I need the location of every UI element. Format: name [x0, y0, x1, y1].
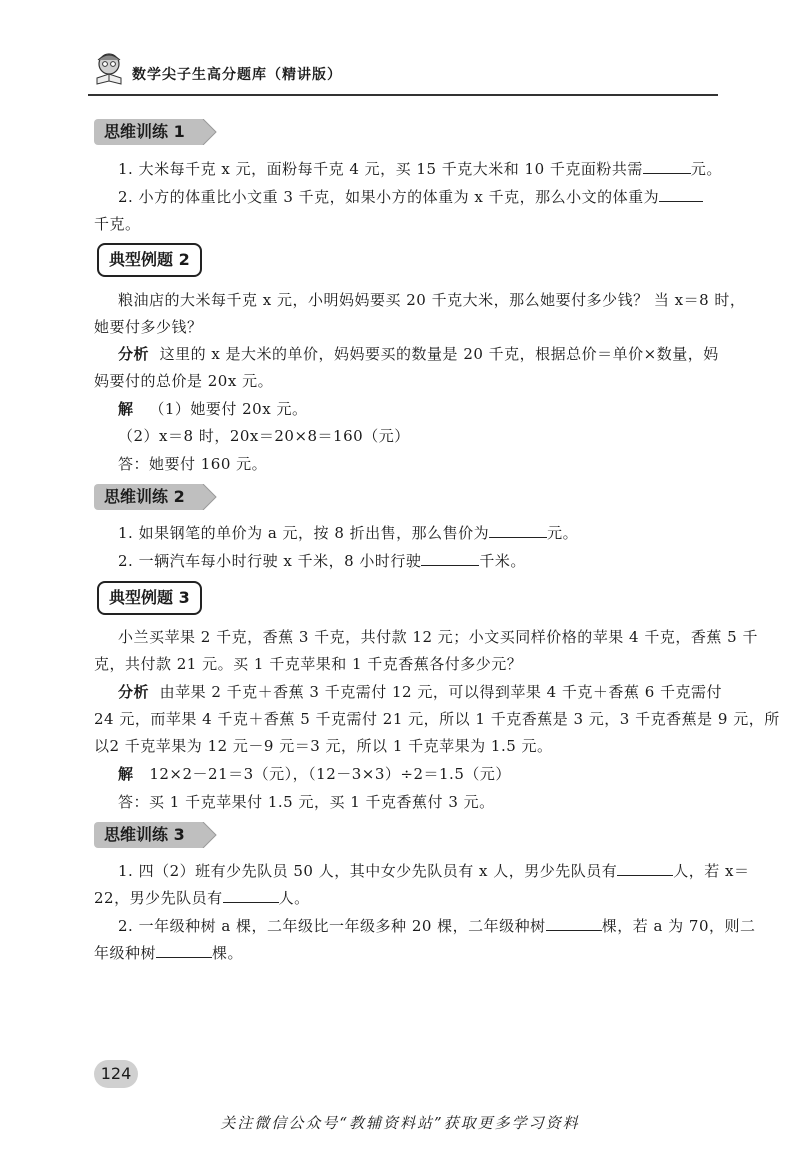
footer-note: 关注微信公众号“教辅资料站”获取更多学习资料 [220, 1114, 580, 1132]
mascot-reading-icon [94, 52, 124, 86]
solution-tag: 解 [118, 400, 134, 418]
example-2-answer: 答：她要付 160 元。 [118, 455, 268, 473]
train-3-label-text: 思维训练 3 [94, 822, 195, 848]
example-2-analysis-2: 妈要付的总价是 20x 元。 [94, 372, 274, 390]
analysis-tag: 分析 [118, 683, 150, 701]
answer-blank [489, 523, 547, 538]
train-3-question-1: 1. 四（2）班有少先队员 50 人，其中女少先队员有 x 人，男少先队员有 人，若 x＝ [118, 862, 750, 880]
train-1-question-1: 1. 大米每千克 x 元，面粉每千克 4 元，买 15 千克大米和 10 千克面粉共需 元。 [118, 160, 722, 178]
train-3-question-2: 2. 一年级种树 a 棵，二年级比一年级多种 20 棵，二年级种树 棵，若 a 为 70，则二 [118, 917, 756, 935]
train-1-question-2: 2. 小方的体重比小文重 3 千克，如果小方的体重为 x 千克，那么小文的体重为 [118, 186, 703, 207]
train-1-label [94, 118, 217, 146]
example-3-analysis-1: 分析 由苹果 2 千克＋香蕉 3 千克需付 12 元，可以得到苹果 4 千克＋香蕉 6 千克需付 [118, 683, 723, 701]
arrow-tag-icon [195, 119, 217, 145]
example-3-text-2: 克，共付款 21 元。买 1 千克苹果和 1 千克香蕉各付多少元？ [94, 655, 523, 673]
train-2-question-1: 1. 如果钢笔的单价为 a 元，按 8 折出售，那么售价为 元。 [118, 524, 579, 542]
answer-blank [421, 551, 479, 566]
page-number: 124 [94, 1060, 138, 1088]
train-3-label [94, 821, 217, 849]
example-2-solution-1: 解 （1）她要付 20x 元。 [118, 400, 308, 418]
answer-blank [223, 888, 279, 903]
train-3-question-2-cont: 年级种树 棵。 [94, 944, 244, 962]
page-header [88, 48, 718, 96]
example-2-text-1: 粮油店的大米每千克 x 元，小明妈妈要买 20 千克大米，那么她要付多少钱？ 当 x＝8 时， [118, 291, 746, 309]
example-3-text-1: 小兰买苹果 2 千克，香蕉 3 千克，共付款 12 元；小文买同样价格的苹果 4 千克，香蕉 5 千 [118, 628, 758, 646]
train-3-question-1-cont: 22，男少先队员有 人。 [94, 889, 310, 907]
example-3-label: 典型例题 3 [97, 581, 202, 615]
example-2-label: 典型例题 2 [97, 243, 202, 277]
example-3-solution-1: 解 12×2－21＝3（元），（12－3×3）÷2＝1.5（元） [118, 765, 511, 783]
analysis-tag: 分析 [118, 345, 150, 363]
example-2-solution-2: （2）x＝8 时，20x＝20×8＝160（元） [118, 427, 410, 445]
train-1-label-text: 思维训练 1 [94, 119, 195, 145]
arrow-tag-icon [195, 822, 217, 848]
answer-blank [643, 159, 691, 174]
train-2-label-text: 思维训练 2 [94, 484, 195, 510]
solution-tag: 解 [118, 765, 134, 783]
book-title: 数学尖子生高分题库（精讲版） [132, 67, 342, 83]
example-2-analysis-1: 分析 这里的 x 是大米的单价，妈妈要买的数量是 20 千克，根据总价＝单价×数量，妈 [118, 345, 719, 363]
example-3-analysis-2: 24 元，而苹果 4 千克＋香蕉 5 千克需付 21 元，所以 1 千克香蕉是 3 元，3 千克香蕉是 9 元，所 [94, 710, 780, 728]
example-3-analysis-3: 以2 千克苹果为 12 元－9 元＝3 元，所以 1 千克苹果为 1.5 元。 [94, 737, 553, 755]
answer-blank [156, 943, 212, 958]
answer-blank [617, 861, 673, 876]
arrow-tag-icon [195, 484, 217, 510]
example-3-answer: 答：买 1 千克苹果付 1.5 元，买 1 千克香蕉付 3 元。 [118, 793, 495, 811]
train-1-question-2-cont: 千克。 [94, 215, 141, 233]
train-2-label [94, 483, 217, 511]
train-2-question-2: 2. 一辆汽车每小时行驶 x 千米，8 小时行驶 千米。 [118, 552, 526, 570]
answer-blank [659, 187, 703, 202]
example-2-text-2: 她要付多少钱？ [94, 318, 203, 336]
answer-blank [546, 916, 602, 931]
